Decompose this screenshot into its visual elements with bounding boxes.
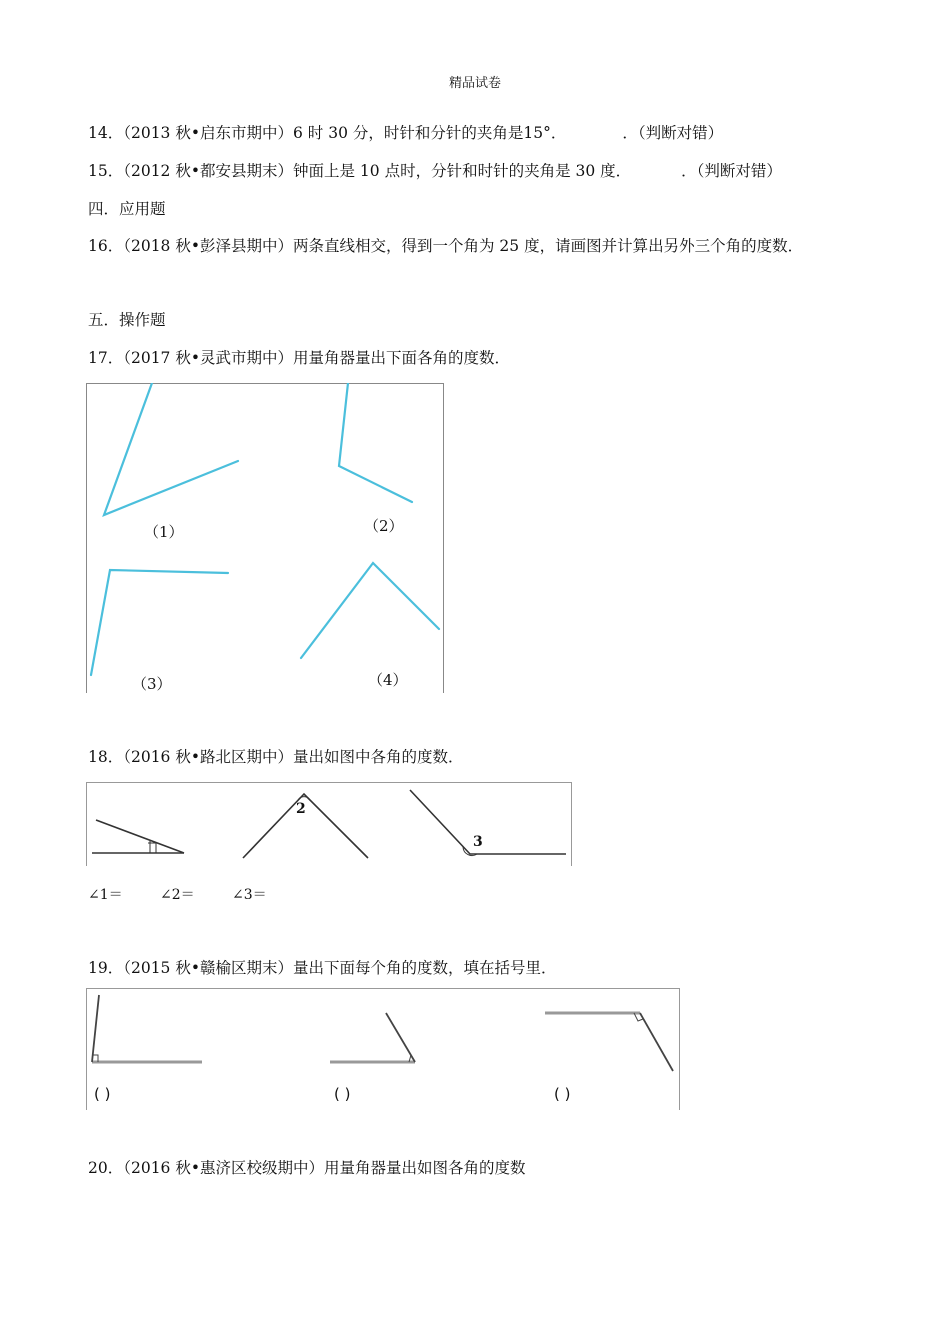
angle-1-shape: [104, 383, 238, 515]
question-17-figure: [86, 383, 446, 693]
section-4-heading: 四．应用题: [88, 200, 166, 218]
page-header: 精品试卷: [448, 76, 501, 91]
angle-3-bracket: ( ): [554, 1085, 571, 1103]
question-14-tail: ．（判断对错）: [622, 124, 724, 142]
angle-4-label: （4）: [368, 671, 408, 689]
question-19: 19．（2015 秋•赣榆区期末）量出下面每个角的度数，填在括号里．: [88, 959, 557, 977]
question-17: 17．（2017 秋•灵武市期中）用量角器量出下面各角的度数．: [88, 349, 510, 367]
angle-2-label: （2）: [364, 517, 404, 535]
angle-4-shape: [301, 563, 439, 658]
question-15: [88, 161, 782, 181]
angle-1-label: （1）: [144, 523, 184, 541]
angle-1-answer: ∠1＝: [88, 887, 123, 903]
section-5-heading: 五．操作题: [88, 311, 166, 329]
question-18-figure: [86, 782, 572, 866]
angle-2-mark: 2: [296, 801, 306, 817]
question-15-tail: ．（判断对错）: [681, 162, 782, 180]
angle-3-label: （3）: [132, 675, 172, 693]
question-15-text: 15．（2012 秋•都安县期末）钟面上是 10 点时，分针和时针的夹角是 30 度．: [88, 162, 632, 180]
angle-2-shape: [339, 383, 412, 502]
question-19-figure: [86, 988, 681, 1110]
angle-3-mark: 3: [473, 834, 483, 850]
angle-1-bracket: ( ): [94, 1085, 111, 1103]
angle-2-bracket: ( ): [334, 1085, 351, 1103]
question-14: [88, 123, 723, 143]
angle-3-answer: ∠3＝: [232, 887, 267, 903]
question-16: 16．（2018 秋•彭泽县期中）两条直线相交，得到一个角为 25 度，请画图并计算出另外三个角的度数．: [88, 237, 804, 255]
angle-2-answer: ∠2＝: [160, 887, 195, 903]
question-18: 18．（2016 秋•路北区期中）量出如图中各角的度数．: [88, 748, 464, 766]
question-20: 20．（2016 秋•惠济区校级期中）用量角器量出如图各角的度数: [88, 1159, 526, 1177]
angle-3-shape: [91, 570, 228, 675]
question-14-text: 14．（2013 秋•启东市期中）6 时 30 分，时针和分针的夹角是15°．: [88, 124, 567, 142]
